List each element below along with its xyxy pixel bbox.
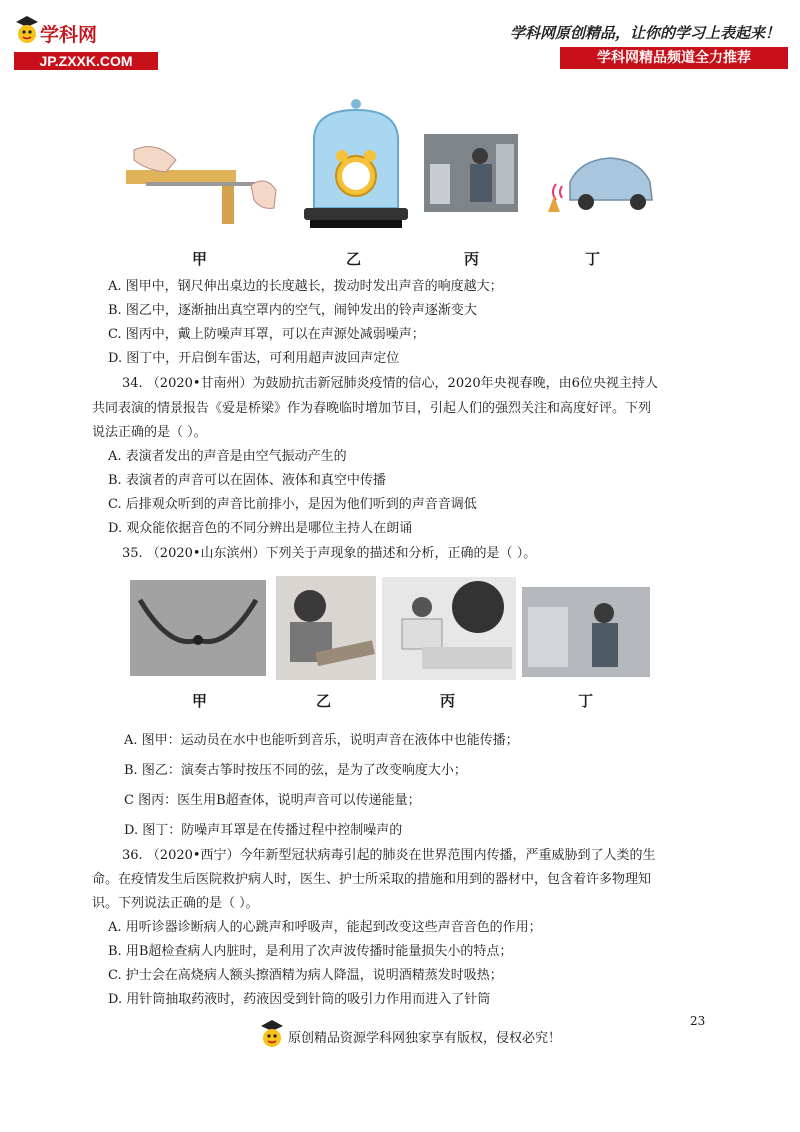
figure2-label-ding: 丁: [578, 692, 594, 710]
figure2-label-yi: 乙: [316, 692, 332, 710]
figure2-label-bing: 丙: [440, 692, 456, 710]
q33-option-d: D. 图丁中，开启倒车雷达，可利用超声波回声定位: [108, 351, 400, 366]
q34-option-c: C. 后排观众听到的声音比前排小，是因为他们听到的声音音调低: [108, 497, 477, 512]
q33-option-c: C. 图丙中，戴上防噪声耳罩，可以在声源处减弱噪声；: [108, 327, 425, 342]
q35-option-b: B. 图乙：演奏古筝时按压不同的弦，是为了改变响度大小；: [124, 763, 467, 778]
figure1-label-yi: 乙: [346, 250, 362, 268]
q35-option-a: A. 图甲：运动员在水中也能听到音乐，说明声音在液体中也能传播；: [124, 733, 519, 748]
logo-url[interactable]: JP.ZXXK.COM: [14, 52, 158, 70]
figure-bell-jar-clock: [300, 98, 412, 238]
q34-stem-line-3: 说法正确的是（ ）。: [92, 425, 207, 440]
q35-stem: 35. （2020•山东滨州）下列关于声现象的描述和分析，正确的是（ ）。: [122, 546, 537, 561]
q34-stem-line-1: 34. （2020•甘南州）为鼓励抗击新冠肺炎疫情的信心，2020年央视春晚，由6位央视主持人: [122, 376, 658, 391]
figure1-label-bing: 丙: [464, 250, 480, 268]
q36-option-c: C. 护士会在高烧病人额头擦酒精为病人降温，说明酒精蒸发时吸热；: [108, 968, 503, 983]
figure1-label-jia: 甲: [192, 250, 208, 268]
footer-copyright: 原创精品资源学科网独家享有版权，侵权必究！: [288, 1031, 562, 1046]
figure2-label-jia: 甲: [192, 692, 208, 710]
q35-option-c: C 图丙：医生用B超查体，说明声音可以传递能量；: [124, 793, 421, 808]
q34-option-a: A. 表演者发出的声音是由空气振动产生的: [108, 449, 347, 464]
q36-option-b: B. 用B超检查病人内脏时，是利用了次声波传播时能量损失小的特点；: [108, 944, 513, 959]
q36-option-d: D. 用针筒抽取药液时，药液因受到针筒的吸引力作用而进入了针筒: [108, 992, 491, 1007]
q36-option-a: A. 用听诊器诊断病人的心跳声和呼吸声，能起到改变这些声音音色的作用；: [108, 920, 542, 935]
q36-stem-line-3: 识。下列说法正确的是（ ）。: [92, 896, 259, 911]
figure-guzheng: [276, 576, 376, 680]
q33-option-b: B. 图乙中，逐渐抽出真空罩内的空气，闹钟发出的铃声逐渐变大: [108, 303, 477, 318]
figure-ruler-table: [126, 130, 286, 225]
q35-option-d: D. 图丁：防噪声耳罩是在传播过程中控制噪声的: [124, 823, 403, 838]
q36-stem-line-2: 命。在疫情发生后医院救护病人时，医生、护士所采取的措施和用到的器材中，包含着许多物理知: [92, 872, 652, 887]
figure-ultrasound: [382, 577, 516, 680]
q34-stem-line-2: 共同表演的情景报告《爱是桥梁》作为春晚临时增加节目，引起人们的强烈关注和高度好评。下列: [92, 401, 652, 416]
recommend-banner: 学科网精品频道全力推荐: [560, 47, 788, 69]
figure-factory-worker: [424, 134, 518, 212]
header-slogan: 学科网原创精品，让你的学习上表起来！: [510, 24, 781, 42]
q34-option-d: D. 观众能依据音色的不同分辨出是哪位主持人在朗诵: [108, 521, 413, 536]
logo-mascot-icon: [14, 14, 40, 48]
figure-swimmers: [130, 580, 266, 676]
q34-option-b: B. 表演者的声音可以在固体、液体和真空中传播: [108, 473, 386, 488]
logo-name[interactable]: 学科网: [40, 24, 98, 46]
figure-factory-earmuffs: [522, 587, 650, 677]
figure-car-radar: [540, 142, 658, 222]
page-number: 23: [690, 1014, 706, 1028]
footer-mascot-icon: [258, 1018, 286, 1052]
q33-option-a: A. 图甲中，钢尺伸出桌边的长度越长，拨动时发出声音的响度越大；: [108, 279, 503, 294]
q36-stem-line-1: 36. （2020•西宁）今年新型冠状病毒引起的肺炎在世界范围内传播，严重威胁到了人类的生: [122, 848, 656, 863]
figure1-label-ding: 丁: [585, 250, 601, 268]
